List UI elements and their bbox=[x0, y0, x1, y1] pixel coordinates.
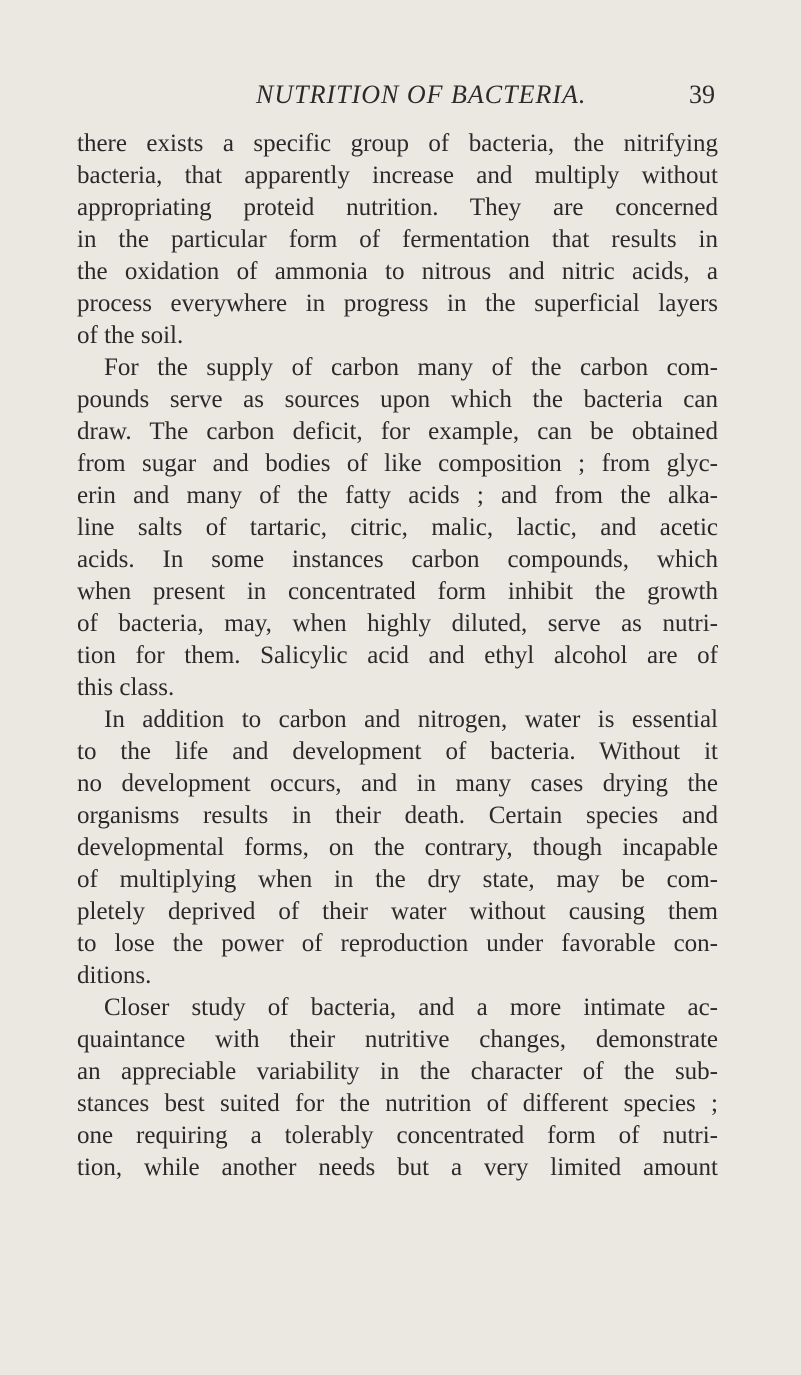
text-line: ditions. bbox=[77, 962, 152, 989]
text-line: in the particular form of fermentation that results in bbox=[77, 226, 718, 253]
text-line: quaintance with their nutritive changes, demonstrate bbox=[77, 1026, 718, 1053]
text-line: to the life and development of bacteria. Without it bbox=[77, 738, 718, 765]
text-line: In addition to carbon and nitrogen, water is essential bbox=[104, 706, 718, 733]
text-line: bacteria, that apparently increase and multiply without bbox=[77, 162, 718, 189]
text-line: acids. In some instances carbon compounds, which bbox=[77, 546, 718, 573]
text-line: erin and many of the fatty acids ; and from the alka- bbox=[77, 482, 718, 509]
text-line: developmental forms, on the contrary, though incapable bbox=[77, 834, 718, 861]
text-line: line salts of tartaric, citric, malic, lactic, and acetic bbox=[77, 514, 718, 541]
text-line: tion for them. Salicylic acid and ethyl alcohol are of bbox=[77, 642, 718, 669]
text-line: of the soil. bbox=[77, 322, 184, 349]
running-head: NUTRITION OF BACTERIA. bbox=[256, 80, 587, 109]
text-line: the oxidation of ammonia to nitrous and nitric acids, a bbox=[77, 258, 718, 285]
text-line: stances best suited for the nutrition of different species ; bbox=[77, 1090, 718, 1117]
text-line: of multiplying when in the dry state, may be com- bbox=[77, 866, 718, 893]
text-line: one requiring a tolerably concentrated form of nutri- bbox=[77, 1122, 718, 1149]
text-line: an appreciable variability in the character of the sub- bbox=[77, 1058, 718, 1085]
text-line: draw. The carbon deficit, for example, can be obtained bbox=[77, 418, 718, 445]
page-number: 39 bbox=[689, 80, 715, 109]
text-line: this class. bbox=[77, 674, 175, 701]
text-line: For the supply of carbon many of the carbon com- bbox=[104, 354, 718, 381]
text-line: pounds serve as sources upon which the bacteria can bbox=[77, 386, 718, 413]
text-line: process everywhere in progress in the superficial layers bbox=[77, 290, 718, 317]
text-line: from sugar and bodies of like composition ; from glyc- bbox=[77, 450, 718, 477]
text-line: of bacteria, may, when highly diluted, serve as nutri- bbox=[77, 610, 718, 637]
text-line: to lose the power of reproduction under favorable con- bbox=[77, 930, 718, 957]
text-line: there exists a specific group of bacteria, the nitrifying bbox=[77, 130, 718, 157]
text-line: tion, while another needs but a very limited amount bbox=[77, 1154, 718, 1181]
text-line: organisms results in their death. Certain species and bbox=[77, 802, 718, 829]
text-line: no development occurs, and in many cases drying the bbox=[77, 770, 718, 797]
text-line: pletely deprived of their water without causing them bbox=[77, 898, 718, 925]
text-line: appropriating proteid nutrition. They are concerned bbox=[77, 194, 718, 221]
text-line: when present in concentrated form inhibit the growth bbox=[77, 578, 718, 605]
text-line: Closer study of bacteria, and a more intimate ac- bbox=[104, 994, 718, 1021]
